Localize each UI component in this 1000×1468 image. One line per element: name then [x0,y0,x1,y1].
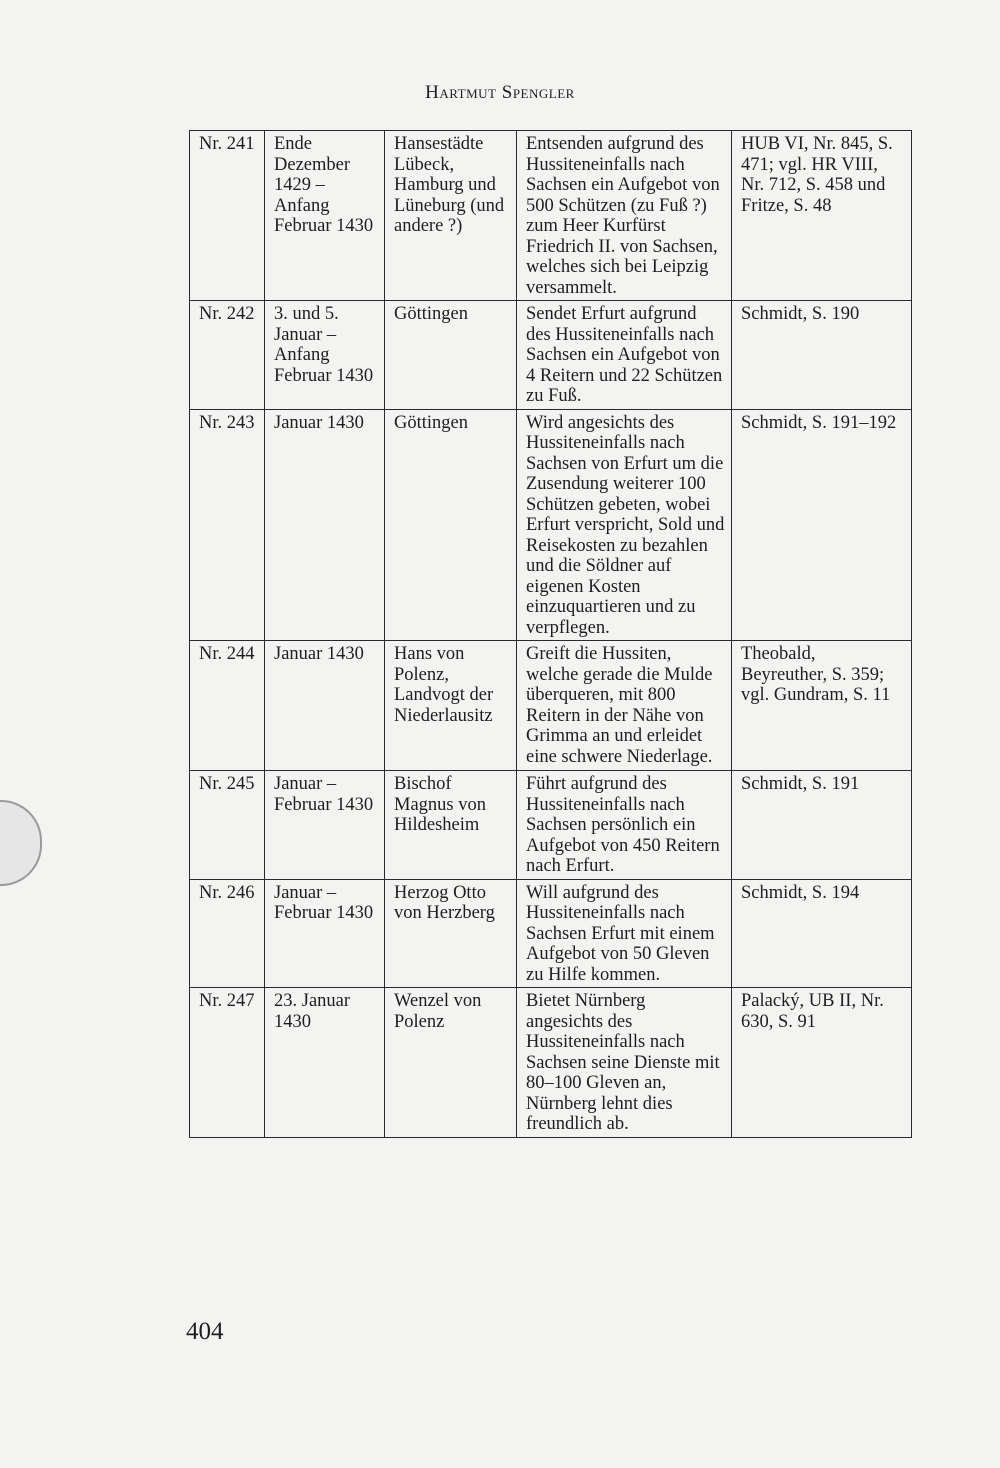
entry-number: Nr. 247 [190,988,265,1138]
entry-actor: Göttingen [385,301,517,410]
entry-date: 3. und 5. Januar – Anfang Februar 1430 [265,301,385,410]
entry-date: Januar 1430 [265,409,385,641]
entry-date: Ende Dezember 1429 – Anfang Februar 1430 [265,131,385,301]
scan-clip-mark [0,800,42,886]
table-row [190,131,912,301]
entry-actor: Hans von Polenz, Landvogt der Niederlausitz [385,641,517,771]
entry-source: Theobald, Beyreuther, S. 359; vgl. Gundram, S. 11 [732,641,912,771]
entry-number: Nr. 244 [190,641,265,771]
entry-number: Nr. 243 [190,409,265,641]
running-header: Hartmut Spengler [425,82,575,103]
entry-number: Nr. 241 [190,131,265,301]
table-row [190,879,912,988]
page-number: 404 [186,1318,224,1345]
entry-date: Januar – Februar 1430 [265,879,385,988]
entry-number: Nr. 242 [190,301,265,410]
entry-source: Palacký, UB II, Nr. 630, S. 91 [732,988,912,1138]
table-row [190,301,912,410]
table-row [190,409,912,641]
entry-action: Will aufgrund des Hussiteneinfalls nach Sachsen Erfurt mit einem Aufgebot von 50 Gleven zu Hilfe kommen. [517,879,732,988]
entry-number: Nr. 245 [190,771,265,880]
entry-source: Schmidt, S. 191 [732,771,912,880]
entry-actor: Wenzel von Polenz [385,988,517,1138]
entry-number: Nr. 246 [190,879,265,988]
entry-action: Führt aufgrund des Hussiteneinfalls nach Sachsen persönlich ein Aufgebot von 450 Reitern nach Erfurt. [517,771,732,880]
table-row [190,641,912,771]
entry-source: HUB VI, Nr. 845, S. 471; vgl. HR VIII, Nr. 712, S. 458 und Fritze, S. 48 [732,131,912,301]
entry-action: Greift die Hussiten, welche gerade die Mulde überqueren, mit 800 Reitern in der Nähe von Grimma an und erleidet eine schwere Niederlage. [517,641,732,771]
entry-action: Wird angesichts des Hussiteneinfalls nach Sachsen von Erfurt um die Zusendung weiterer 100 Schützen gebeten, wobei Erfurt verspricht, Sold und Reisekosten zu bezahlen und die Söldner auf eigenen Kosten einzuquartieren und zu verpflegen. [517,409,732,641]
entry-action: Sendet Erfurt aufgrund des Hussiteneinfalls nach Sachsen ein Aufgebot von 4 Reitern und 22 Schützen zu Fuß. [517,301,732,410]
entry-actor: Herzog Otto von Herzberg [385,879,517,988]
entry-date: 23. Januar 1430 [265,988,385,1138]
entry-date: Januar 1430 [265,641,385,771]
entry-action: Entsenden aufgrund des Hussiteneinfalls nach Sachsen ein Aufgebot von 500 Schützen (zu Fuß ?) zum Heer Kurfürst Friedrich II. von Sachsen, welches sich bei Leipzig versammelt. [517,131,732,301]
entry-actor: Göttingen [385,409,517,641]
entry-actor: Hansestädte Lübeck, Hamburg und Lüneburg (und andere ?) [385,131,517,301]
entry-action: Bietet Nürnberg angesichts des Hussiteneinfalls nach Sachsen seine Dienste mit 80–100 Gleven an, Nürnberg lehnt dies freundlich ab. [517,988,732,1138]
table-row [190,988,912,1138]
entry-date: Januar – Februar 1430 [265,771,385,880]
entry-actor: Bischof Magnus von Hildesheim [385,771,517,880]
table-row [190,771,912,880]
entry-source: Schmidt, S. 191–192 [732,409,912,641]
entry-source: Schmidt, S. 190 [732,301,912,410]
records-table [189,130,912,1138]
entry-source: Schmidt, S. 194 [732,879,912,988]
